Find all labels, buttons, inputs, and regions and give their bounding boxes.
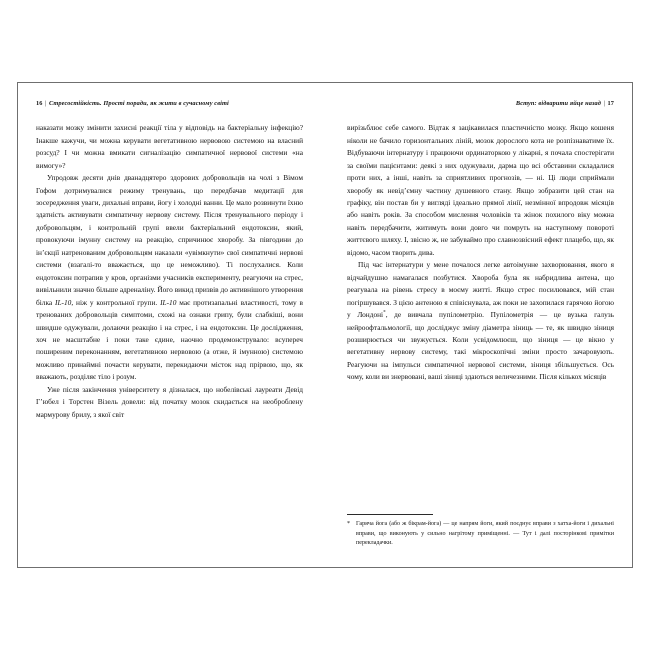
book-spread bbox=[17, 82, 633, 568]
footnote-area bbox=[347, 514, 614, 549]
page-folio-left: 16 bbox=[36, 100, 43, 107]
running-title-right: Вступ: відварити яйце назад bbox=[515, 100, 602, 107]
paragraph: наказати мозку змінити захисні реакції тіла у відповідь на бактеріальну інфекцію? Інакше кажучи, чи можна керувати вегетативною нервовою системою на власний розсуд? І чи можна вмикати сигналізацію симпатичної нервової системи «на вимогу»? bbox=[36, 123, 303, 170]
running-head-right bbox=[347, 101, 614, 107]
folio-separator-right: | bbox=[603, 100, 605, 107]
footnote-separator-rule bbox=[347, 514, 433, 515]
footnote bbox=[347, 520, 614, 549]
paragraph: Під час інтернатури у мене почалося легке автоімунне захворювання, якого я відчайдушно намагалася позбутися. Хвороба була як набридлива антена, що реагувала на рівень стресу в моєму житті. Якщо стрес посилювався, мій стан погіршувався. З цією антеною я співіснувала, аж поки не захопилася гарячою йогою у Лондоні*, де вивчала пупілометрію. Пупілометрія — це вузька галузь нейроофтальмології, що досліджує зміну діаметра зіниць — те, як швидко зіниця розширюється чи звужується. Коли усвідомлюєш, що зіниця — це вікно у вегетативну нервову систему, такі мікроскопічні зміни просто зачаровують. Реагуючи на імпульси симпатичної нервової системи, зіниця збільшується. Ось чому, коли ви знервовані, ваші зіниці здаються величезними. Після кількох місяців bbox=[347, 260, 614, 382]
book-page-right bbox=[325, 83, 632, 567]
paragraph: Упродовж десяти днів дванадцятеро здорових добровольців на чолі з Вімом Гофом дотримувалися режиму тренувань, що передбачав медитації для зосередження уваги, дихальні вправи, йогу і холодні ванни. Це мало розвинути їхню здатність активувати симпатичну нервову систему. Після тренувального періоду і добровольцям, і контрольній групі ввели бактеріальний ендотоксин, який, провокуючи імунну систему на реакцію, спричинює хворобу. За півгодини до ін’єкції натренованим добровольцям наказали «увімкнути» свої симпатичні нервові системи (взагалі-то вважається, що це неможливо). Ті послухалися. Коли ендотоксин потрапив у кров, організми учасників експерименту, реагуючи на стрес, вивільнили значно більше адреналіну. Його викид призвів до активнішого утворення білка IL-10, ніж у контрольної групи. IL-10 має протизапальні властивості, тому в тренованих добровольців симптоми, схожі на ознаки грипу, були слабкіші, вони швидше одужували, долаючи реакцію і на стрес, і на ендотоксин. Це дослідження, хоч не масштабне і поки таке єдине, наочно продемонструвало: всупереч поширеним переконанням, вегетативною нервовою (а отже, й імунною) системою можливо принаймні почасти керувати, перекидаючи місток над прірвою, що, як вважають, розділяє тіло і розум. bbox=[36, 173, 303, 382]
body-column-right bbox=[347, 122, 614, 384]
paragraph: вирізьблює себе самого. Відтак я зацікавилася пластичністю мозку. Якщо кошеня ніколи не бачило горизонтальних ліній, мозок дорослого кота не розпізнаватиме їх. Відбуваючи інтернатуру і працюючи ординаторкою у лікарні, я почала спостерігати за своїми пацієнтами: деякі з них одужували, дарма що всі обставини складалися проти них, а інші, навіть за сприятливих прогнозів, — ні. Ці люди сприймали хворобу як невід’ємну частину душевного стану. Якщо зобразити цей стан на графіку, він постав би у вигляді ідеально прямої лінії, незмінної впродовж місяців або навіть років. За способом мислення чоловіків та жінок похилого віку можна навіть передбачити, житимуть вони довго чи помруть на наступному повороті життєвого шляху. І, звісно ж, не забуваймо про славнозвісний ефект плацебо, що, як відомо, часом творить дива. bbox=[347, 123, 614, 257]
body-column-left bbox=[36, 122, 303, 421]
footnote-marker: * bbox=[347, 521, 351, 528]
folio-separator-left: | bbox=[45, 100, 47, 107]
paragraph: Уже після закінчення університету я дізналася, що нобелівські лауреати Девід Г’юбел і Торстен Візель довели: від початку мозок скидається на необроблену мармурову брилу, з якої світ bbox=[36, 384, 303, 419]
footnote-body: Гаряча йога (або ж бікрам-йога) — це напрям йоги, який поєднує вправи з хатха-йоги і дихальні вправи, що виконують у сильно нагрітому приміщенні. — Тут і далі посторінкові примітки перекладачки. bbox=[356, 521, 614, 547]
book-page-left bbox=[18, 83, 325, 567]
footnote-reference: * bbox=[383, 309, 386, 316]
running-head-left bbox=[36, 101, 303, 107]
page-folio-right: 17 bbox=[607, 100, 614, 107]
running-title-left: Стресостійкість. Прості поради, як жити в сучасному світі bbox=[48, 100, 229, 107]
